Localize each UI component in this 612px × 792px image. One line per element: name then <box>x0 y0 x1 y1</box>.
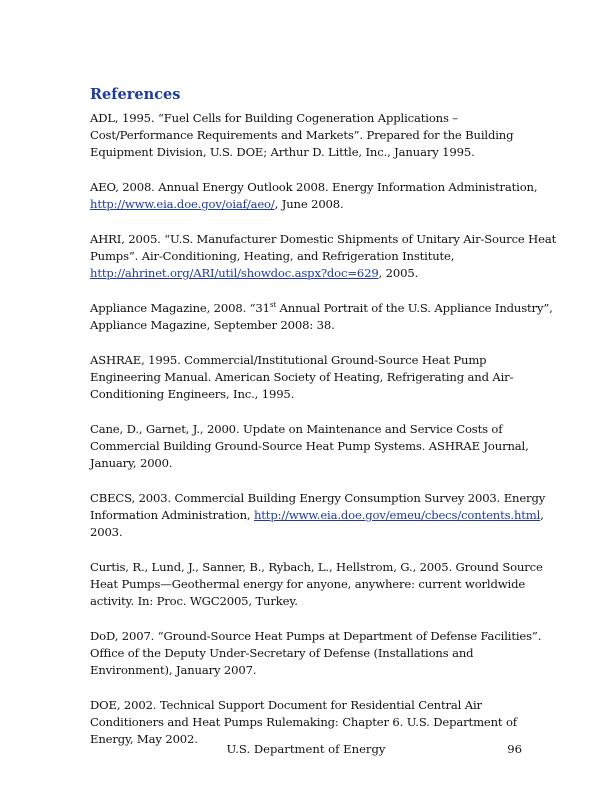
ref-line: Cost/Performance Requirements and Markets”. Prepared for the Building <box>90 128 514 142</box>
reference-cbecs-2003 <box>90 490 546 541</box>
reference-cane-2000 <box>90 421 530 472</box>
ref-line: Pumps”. Air-Conditioning, Heating, and Refrigeration Institute, <box>90 249 455 263</box>
ref-text: Annual Portrait of the U.S. Appliance Industry”, <box>276 301 553 315</box>
ref-line: AHRI, 2005. “U.S. Manufacturer Domestic Shipments of Unitary Air-Source Heat <box>90 232 557 246</box>
references-heading: References <box>90 86 181 103</box>
ref-text: Information Administration, <box>90 508 254 522</box>
ref-line: AEO, 2008. Annual Energy Outlook 2008. Energy Information Administration, <box>90 180 538 194</box>
ref-text: , June 2008. <box>274 197 344 211</box>
ref-line <box>90 300 553 317</box>
aeo-link[interactable]: http://www.eia.doe.gov/oiaf/aeo/ <box>90 197 275 211</box>
reference-doe-2002 <box>90 697 530 748</box>
ref-line: 2003. <box>90 525 123 539</box>
ref-line: DOE, 2002. Technical Support Document for Residential Central Air <box>90 698 482 712</box>
reference-aeo-2008 <box>90 179 538 213</box>
reference-dod-2007 <box>90 628 542 679</box>
ref-line: Cane, D., Garnet, J., 2000. Update on Maintenance and Service Costs of <box>90 422 503 436</box>
ref-text: , 2005. <box>378 266 419 280</box>
reference-curtis-2005 <box>90 559 543 610</box>
ref-line: CBECS, 2003. Commercial Building Energy Consumption Survey 2003. Energy <box>90 491 546 505</box>
ref-line <box>90 196 530 213</box>
ref-line: Engineering Manual. American Society of Heating, Refrigerating and Air- <box>90 370 514 384</box>
ref-line: Equipment Division, U.S. DOE; Arthur D. Little, Inc., January 1995. <box>90 145 475 159</box>
ref-line: ASHRAE, 1995. Commercial/Institutional Ground-Source Heat Pump <box>90 353 487 367</box>
ref-line: Heat Pumps—Geothermal energy for anyone, anywhere: current worldwide <box>90 577 526 591</box>
ref-line: Curtis, R., Lund, J., Sanner, B., Rybach, L., Hellstrom, G., 2005. Ground Source <box>90 560 543 574</box>
ref-line: January, 2000. <box>90 456 173 470</box>
ref-line: DoD, 2007. “Ground-Source Heat Pumps at Department of Defense Facilities”. <box>90 629 542 643</box>
ref-line: Conditioning Engineers, Inc., 1995. <box>90 387 295 401</box>
reference-ahri-2005 <box>90 231 557 282</box>
cbecs-link[interactable]: http://www.eia.doe.gov/emeu/cbecs/contents.html <box>253 508 541 522</box>
reference-list <box>90 110 557 766</box>
ordinal-suffix: st <box>269 301 276 310</box>
ref-line: Commercial Building Ground-Source Heat Pump Systems. ASHRAE Journal, <box>90 439 529 453</box>
ref-line: ADL, 1995. “Fuel Cells for Building Cogeneration Applications – <box>90 111 458 125</box>
page-number: 96 <box>507 742 522 756</box>
ref-line: Conditioners and Heat Pumps Rulemaking: Chapter 6. U.S. Department of <box>90 715 517 729</box>
ref-line <box>90 265 530 282</box>
ref-text: , <box>540 508 544 522</box>
footer-title: U.S. Department of Energy <box>226 742 386 756</box>
ref-text: Appliance Magazine, 2008. “31 <box>90 301 270 315</box>
ref-line <box>90 507 544 524</box>
ref-line: activity. In: Proc. WGC2005, Turkey. <box>90 594 298 608</box>
reference-appliance-magazine-2008 <box>90 300 553 334</box>
ref-line: Energy, May 2002. <box>90 732 198 746</box>
reference-ashrae-1995 <box>90 352 530 403</box>
ahri-link[interactable]: http://ahrinet.org/ARI/util/showdoc.aspx?doc=629 <box>90 266 379 280</box>
ref-line: Appliance Magazine, September 2008: 38. <box>90 318 335 332</box>
ref-line: Office of the Deputy Under-Secretary of Defense (Installations and <box>90 646 474 660</box>
ref-line: Environment), January 2007. <box>90 663 257 677</box>
reference-adl-1995 <box>90 110 530 161</box>
